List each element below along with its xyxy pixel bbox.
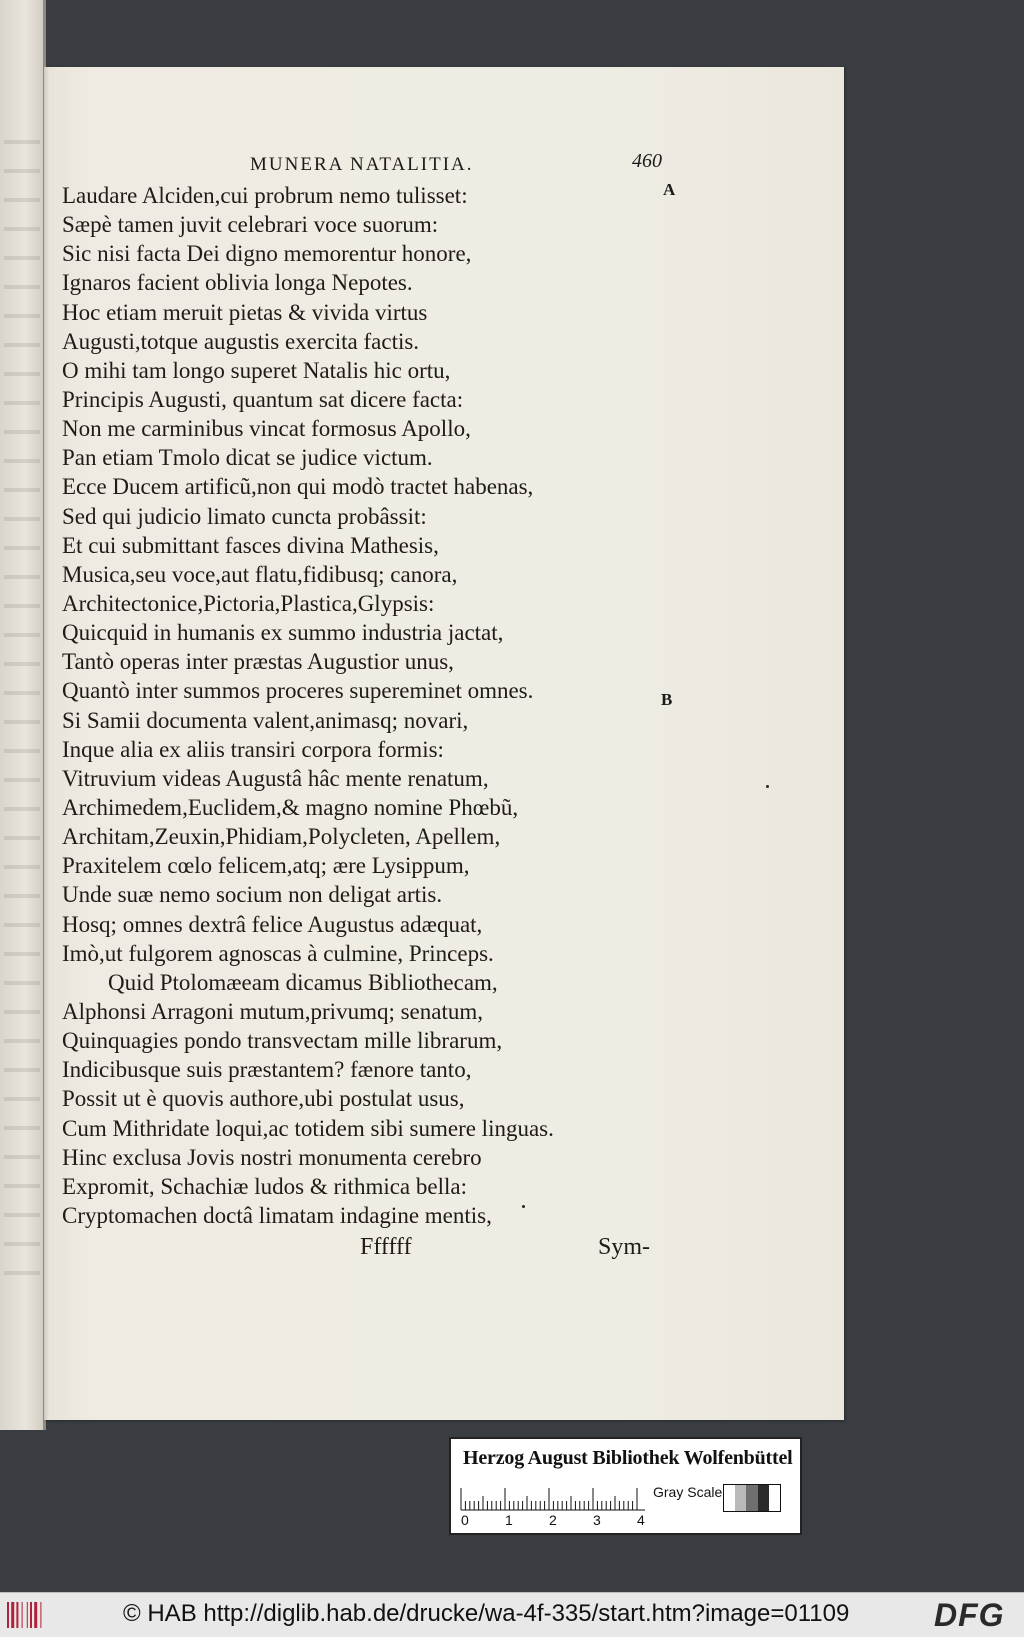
barcode-bar [34,1602,37,1628]
verse-line: Sed qui judicio limato cuncta probâssit: [62,503,427,529]
verse-line: Principis Augusti, quantum sat dicere facta: [62,386,464,412]
verse-line: Architectonice,Pictoria,Plastica,Glypsis: [62,590,435,616]
gray-step [735,1485,746,1511]
margin-letter-a: A [663,180,676,199]
ruler-scale [460,1480,646,1512]
verse-line: Laudare Alciden,cui probrum nemo tulisset: [62,183,468,208]
verse-line: Non me carminibus vincat formosus Apollo, [62,416,471,442]
barcode-bar [11,1602,14,1628]
verse-line: Sic nisi facta Dei digno memorentur honore, [62,241,472,267]
ruler-label: 0 [461,1512,469,1528]
gray-scale-swatch [723,1484,781,1512]
ruler-labels [461,1512,661,1530]
color-reference-card [449,1437,802,1535]
barcode-bar [7,1602,9,1628]
verse-line: Indicibusque suis præstantem? fænore tanto, [62,1057,472,1083]
verse-line: Vitruvium videas Augustâ hâc mente renatum, [62,765,489,791]
verse-line: Ignaros facient oblivia longa Nepotes. [62,270,413,296]
catchword: Sym- [598,1234,651,1260]
verse-line: Tantò operas inter præstas Augustior unus, [62,649,454,675]
verse-line: Archimedem,Euclidem,& magno nomine Phœbũ, [62,794,519,820]
barcode-bar [30,1602,32,1628]
verse-line: Expromit, Schachiæ ludos & rithmica bella: [62,1173,467,1199]
verse-line: Si Samii documenta valent,animasq; novari, [62,707,469,733]
verse-line: Quantò inter summos proceres supereminet omnes. [62,678,534,704]
verse-line: Musica,seu voce,aut flatu,fidibusq; canora, [62,561,458,587]
signature-mark: Ffffff [360,1234,412,1260]
verse-line: Pan etiam Tmolo dicat se judice victum. [62,445,433,471]
verse-line: Sæpè tamen juvit celebrari voce suorum: [62,212,439,238]
verse-line: Architam,Zeuxin,Phidiam,Polycleten, Apellem, [62,824,501,850]
facing-page-show-through [4,140,40,1280]
running-head: MUNERA NATALITIA. [250,154,474,175]
verse-line: Augusti,totque augustis exercita factis. [62,328,420,354]
viewer-footer [0,1592,1024,1637]
gray-step [746,1485,757,1511]
verse-line: Ecce Ducem artificũ,non qui modò tractet habenas, [62,474,534,500]
barcode-icon [6,1600,46,1630]
gray-step [769,1485,780,1511]
ink-speck [766,785,769,788]
verse-line: O mihi tam longo superet Natalis hic ortu, [62,357,451,383]
verse-line: Possit ut è quovis authore,ubi postulat usus, [62,1086,465,1112]
verse-line: Quinquagies pondo transvectam mille librarum, [62,1028,503,1054]
verse-line: Inque alia ex aliis transiri corpora formis: [62,736,444,762]
verse-line: Praxitelem cœlo felicem,atq; ære Lysippum, [62,853,470,879]
ink-speck [522,1205,525,1208]
verse-line: Quicquid in humanis ex summo industria jactat, [62,620,504,646]
verse-line: Imò,ut fulgorem agnoscas à culmine, Princeps. [62,940,494,966]
margin-letter-b: B [661,690,673,709]
dfg-logo: DFG [934,1597,1005,1633]
ruler-label: 4 [637,1512,645,1528]
verse-line: Hoc etiam meruit pietas & vivida virtus [62,299,428,325]
barcode-bar [27,1602,28,1628]
gray-step [724,1485,735,1511]
verse-line: Cryptomachen doctâ limatam indagine mentis, [62,1202,492,1228]
verse-line: Hinc exclusa Jovis nostri monumenta cerebro [62,1144,482,1170]
facing-page-edge [0,0,46,1430]
gray-scale-label: Gray Scale [653,1484,723,1500]
ruler-label: 2 [549,1512,557,1528]
barcode-bar [40,1602,41,1628]
verse-line: Unde suæ nemo socium non deligat artis. [62,882,443,908]
barcode-bar [22,1602,23,1628]
gray-step [758,1485,769,1511]
verse-line: Et cui submittant fasces divina Mathesis, [62,532,439,558]
verse-line: Hosq; omnes dextrâ felice Augustus adæquat, [62,911,483,937]
verse-line: Cum Mithridate loqui,ac totidem sibi sumere linguas. [62,1115,554,1141]
library-name: Herzog August Bibliothek Wolfenbüttel [463,1447,793,1469]
ruler-label: 1 [505,1512,513,1528]
verse-text [62,181,682,1230]
ruler-label: 3 [593,1512,601,1528]
verse-line: Alphonsi Arragoni mutum,privumq; senatum, [62,998,483,1024]
copyright-url[interactable]: © HAB http://diglib.hab.de/drucke/wa-4f-335/start.htm?image=01109 [123,1600,850,1627]
barcode-bar [16,1602,18,1628]
folio-number: 460 [632,150,662,172]
verse-line: Quid Ptolomæeam dicamus Bibliothecam, [108,969,498,995]
